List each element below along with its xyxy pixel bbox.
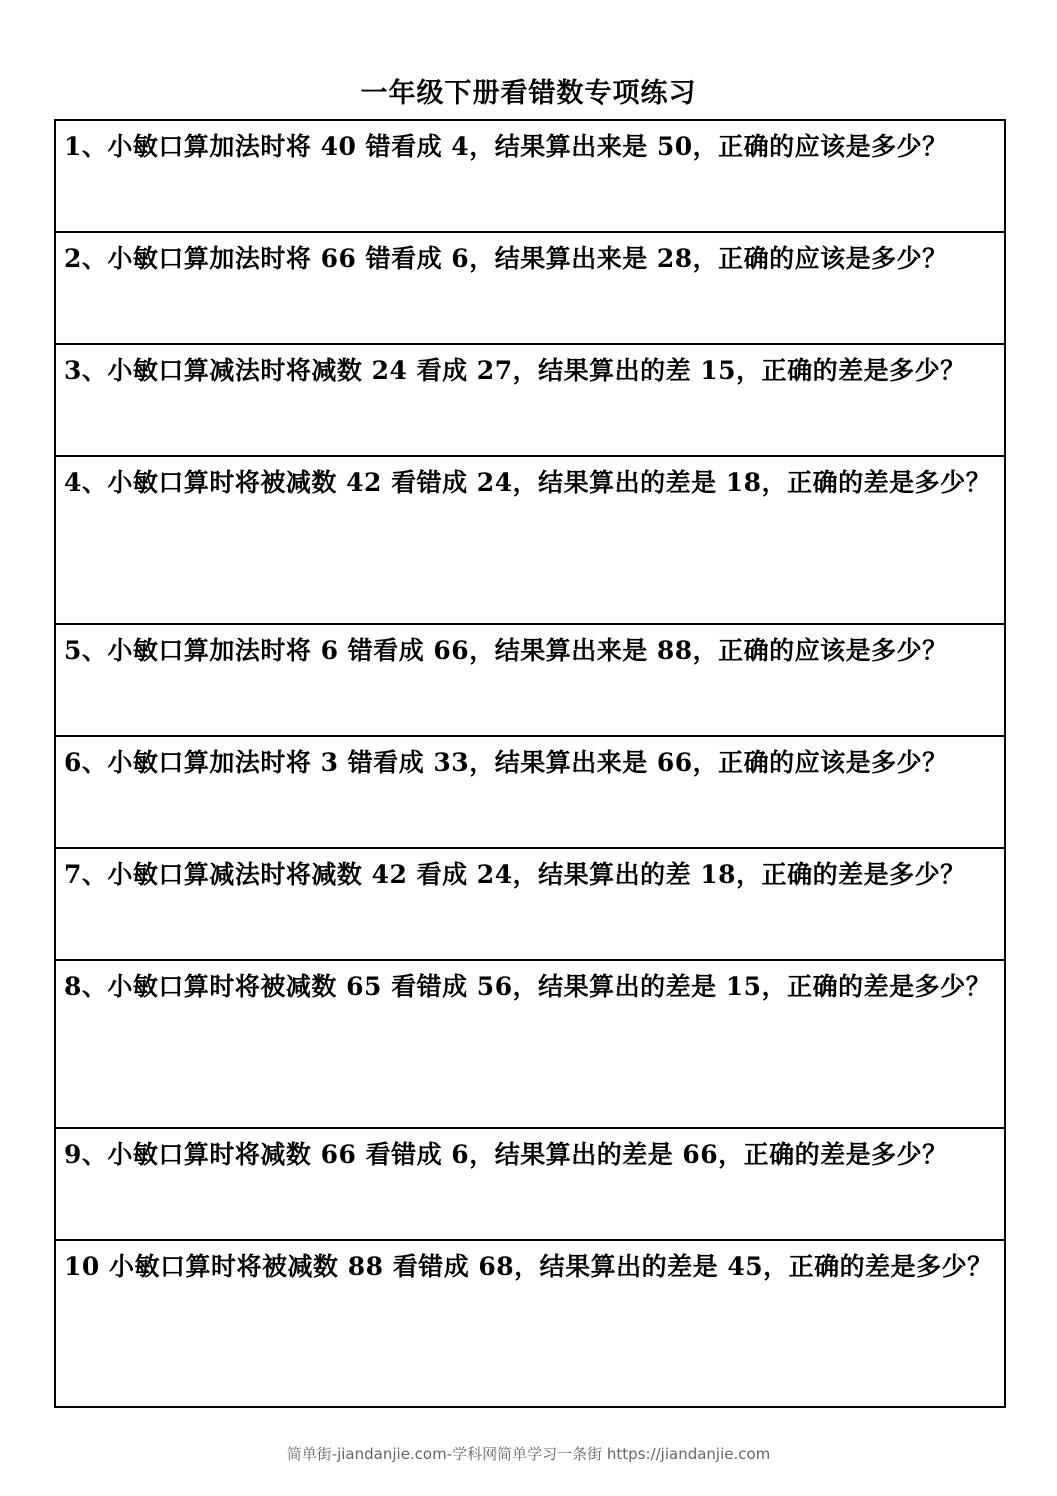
question-text: 3、小敏口算减法时将减数 24 看成 27，结果算出的差 15，正确的差是多少？	[64, 356, 966, 385]
question-row	[56, 121, 1004, 233]
question-row	[56, 1129, 1004, 1241]
question-text: 7、小敏口算减法时将减数 42 看成 24，结果算出的差 18，正确的差是多少？	[64, 860, 966, 889]
question-row	[56, 233, 1004, 345]
question-row	[56, 849, 1004, 961]
question-text: 5、小敏口算加法时将 6 错看成 66，结果算出来是 88，正确的应该是多少？	[64, 636, 948, 665]
question-row	[56, 457, 1004, 625]
question-row	[56, 345, 1004, 457]
page-title: 一年级下册看错数专项练习	[360, 78, 697, 109]
footer-watermark: 简单街-jiandanjie.com-学科网简单学习一条街 https://jiandanjie.com	[286, 1445, 771, 1463]
question-row	[56, 1241, 1004, 1408]
question-text: 6、小敏口算加法时将 3 错看成 33，结果算出来是 66，正确的应该是多少？	[64, 748, 948, 777]
question-text: 9、小敏口算时将减数 66 看错成 6，结果算出的差是 66，正确的差是多少？	[64, 1140, 948, 1169]
question-table	[54, 119, 1006, 1408]
question-text: 10 小敏口算时将被减数 88 看错成 68，结果算出的差是 45，正确的差是多少？	[64, 1252, 993, 1281]
question-text: 8、小敏口算时将被减数 65 看错成 56，结果算出的差是 15，正确的差是多少？	[64, 972, 992, 1001]
question-text: 4、小敏口算时将被减数 42 看错成 24，结果算出的差是 18，正确的差是多少？	[64, 468, 992, 497]
question-text: 2、小敏口算加法时将 66 错看成 6，结果算出来是 28，正确的应该是多少？	[64, 244, 948, 273]
question-row	[56, 625, 1004, 737]
question-row	[56, 961, 1004, 1129]
question-text: 1、小敏口算加法时将 40 错看成 4，结果算出来是 50，正确的应该是多少？	[64, 132, 948, 161]
question-row	[56, 737, 1004, 849]
